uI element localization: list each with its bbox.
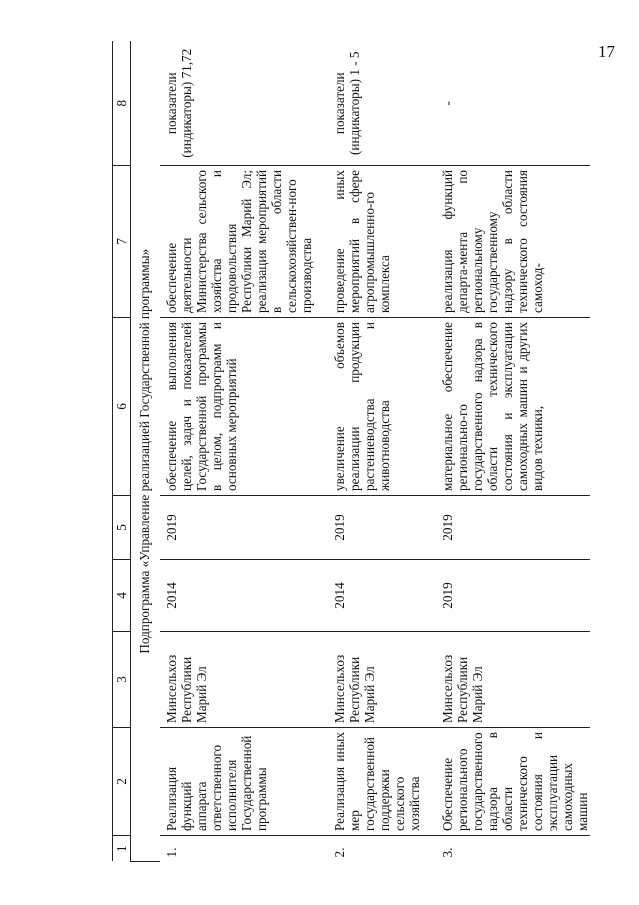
end-year: 2019 (436, 496, 590, 560)
main-directions: проведение иных мероприятий в сфере агропромышленно-го комплекса (328, 166, 436, 318)
measures-table (112, 42, 590, 863)
subprogram-title: Подпрограмма «Управление реализацией Государственной программы» (131, 42, 161, 862)
column-number: 3 (113, 632, 131, 728)
measure-name: Реализация функций аппарата ответственного исполнителя Государственной программы (160, 728, 328, 836)
column-number: 4 (113, 560, 131, 632)
table-row (328, 42, 436, 862)
column-number: 1 (113, 836, 131, 862)
start-year: 2014 (328, 560, 436, 632)
main-directions: обеспечение деятельности Министерства сельского хозяйства и продовольствия Республики Марий Эл; реализация мероприятий в области сельскохозяйствен-ного производства (160, 166, 328, 318)
column-number: 6 (113, 318, 131, 496)
start-year: 2014 (160, 560, 328, 632)
end-year: 2019 (160, 496, 328, 560)
page-number: 17 (598, 42, 615, 61)
measure-name: Обеспечение регионального государственного надзора в области технического состояния и эксплуатации самоходных машин (436, 728, 590, 836)
indicators: показатели (индикаторы) 71,72 (160, 42, 328, 166)
measure-name: Реализация иных мер государственной поддержки сельского хозяйства (328, 728, 436, 836)
column-number: 7 (113, 166, 131, 318)
executor: Минсельхоз Республики Марий Эл (328, 632, 436, 728)
row-number: 1. (164, 847, 179, 858)
table-row (160, 42, 328, 862)
indicators: - (436, 42, 590, 166)
subprogram-header-row (131, 42, 161, 862)
expected-result: увеличение объемов реализации продукции растениеводства и животноводства (328, 318, 436, 496)
main-directions: реализация функций департа-мента по региональному государственному надзору в области технического состояния самоход- (436, 166, 590, 318)
indicators: показатели (индикаторы) 1 - 5 (328, 42, 436, 166)
executor: Минсельхоз Республики Марий Эл (436, 632, 590, 728)
end-year: 2019 (328, 496, 436, 560)
start-year: 2019 (436, 560, 590, 632)
expected-result: материальное обеспечение регионально-го государственного надзора в области технического состояния и эксплуатации самоходных машин и других видов техники, (436, 318, 590, 496)
column-number-row (113, 42, 131, 862)
expected-result: обеспечение выполнения целей, задач и показателей Государственной программы в целом, подпрограмм и основных мероприятий (160, 318, 328, 496)
row-number: 2. (332, 847, 347, 858)
table-row (436, 42, 590, 862)
column-number: 5 (113, 496, 131, 560)
rotated-table-container (112, 42, 608, 862)
row-number: 3. (440, 847, 455, 858)
column-number: 2 (113, 728, 131, 836)
executor: Минсельхоз Республики Марий Эл (160, 632, 328, 728)
column-number: 8 (113, 42, 131, 166)
